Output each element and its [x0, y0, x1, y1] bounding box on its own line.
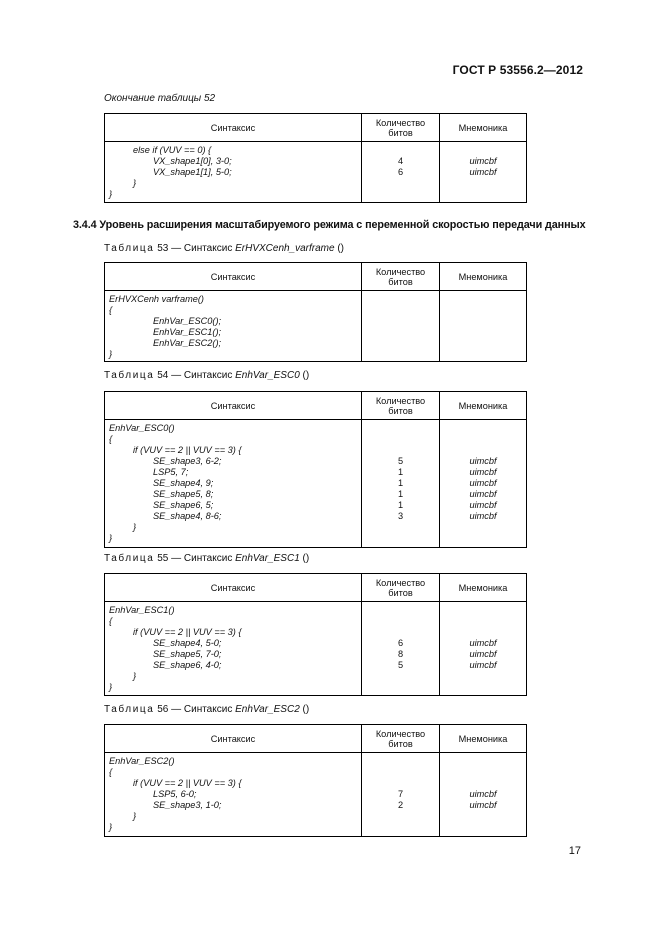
- syntax-line: EnhVar_ESC2(): [109, 756, 175, 766]
- syntax-line: {: [109, 616, 113, 626]
- bits-value: 7: [397, 789, 404, 799]
- mnemonic-value: [440, 423, 526, 434]
- bits-cell: [362, 420, 440, 548]
- mnemonic-value: [440, 671, 526, 682]
- mnemonic-value: uimcbf: [469, 478, 497, 488]
- syntax-line: SE_shape5, 8;: [153, 489, 214, 499]
- bits-value: [362, 756, 439, 767]
- bits-value: [362, 338, 439, 349]
- mnemonic-value: [440, 822, 526, 833]
- mnemonic-cell: [440, 420, 527, 548]
- syntax-line: }: [109, 682, 113, 692]
- mnemonic-value: [440, 305, 526, 316]
- mnemonic-value: uimcbf: [469, 156, 497, 166]
- bits-value: [362, 778, 439, 789]
- mnemonic-value: uimcbf: [469, 660, 497, 670]
- syntax-line: SE_shape3, 1-0;: [153, 800, 222, 810]
- mnemonic-cell: [440, 291, 527, 362]
- header-mnemonic: Мнемоника: [440, 725, 527, 753]
- table-body-row: [105, 420, 527, 548]
- bits-value: 8: [397, 649, 404, 659]
- syntax-cell: [105, 291, 362, 362]
- bits-cell: [362, 142, 440, 203]
- syntax-line: SE_shape6, 5;: [153, 500, 214, 510]
- table-56: [104, 724, 527, 837]
- syntax-line: }: [133, 811, 137, 821]
- syntax-line: }: [109, 349, 113, 359]
- mnemonic-value: [440, 767, 526, 778]
- mnemonic-cell: [440, 602, 527, 696]
- header-syntax: Синтаксис: [105, 392, 362, 420]
- syntax-line: EnhVar_ESC1(): [109, 605, 175, 615]
- bits-value: [362, 671, 439, 682]
- syntax-line: EnhVar_ESC1();: [153, 327, 222, 337]
- syntax-line: LSP5, 6-0;: [153, 789, 197, 799]
- syntax-line: SE_shape4, 9;: [153, 478, 214, 488]
- bits-value: [362, 533, 439, 544]
- bits-value: [362, 316, 439, 327]
- bits-value: [362, 327, 439, 338]
- header-mnemonic: Мнемоника: [440, 114, 527, 142]
- syntax-line: SE_shape5, 7-0;: [153, 649, 222, 659]
- mnemonic-value: uimcbf: [469, 456, 497, 466]
- header-mnemonic: Мнемоника: [440, 574, 527, 602]
- bits-value: [362, 294, 439, 305]
- mnemonic-value: uimcbf: [469, 789, 497, 799]
- syntax-line: {: [109, 767, 113, 777]
- table-55-caption: Таблица 55 — Синтаксис EnhVar_ESC1 (): [104, 553, 310, 564]
- mnemonic-value: uimcbf: [469, 800, 497, 810]
- bits-value: [362, 627, 439, 638]
- bits-cell: [362, 753, 440, 837]
- syntax-line: SE_shape6, 4-0;: [153, 660, 222, 670]
- bits-value: [362, 605, 439, 616]
- syntax-line: }: [133, 178, 137, 188]
- mnemonic-value: [440, 778, 526, 789]
- mnemonic-value: [440, 327, 526, 338]
- header-syntax: Синтаксис: [105, 725, 362, 753]
- mnemonic-value: uimcbf: [469, 489, 497, 499]
- syntax-line: ErHVXCenh varframe(): [109, 294, 204, 304]
- mnemonic-value: [440, 533, 526, 544]
- mnemonic-value: [440, 349, 526, 360]
- syntax-cell: [105, 420, 362, 548]
- bits-value: [362, 349, 439, 360]
- mnemonic-value: [440, 316, 526, 327]
- syntax-line: }: [109, 822, 113, 832]
- header-bits: Количество битов: [362, 574, 440, 602]
- syntax-line: else if (VUV == 0) {: [133, 145, 212, 155]
- bits-value: 2: [397, 800, 404, 810]
- mnemonic-value: uimcbf: [469, 511, 497, 521]
- standard-number: ГОСТ Р 53556.2—2012: [452, 63, 583, 77]
- syntax-line: SE_shape3, 6-2;: [153, 456, 222, 466]
- mnemonic-value: [440, 682, 526, 693]
- bits-value: 5: [397, 660, 404, 670]
- bits-value: [362, 616, 439, 627]
- mnemonic-value: [440, 522, 526, 533]
- bits-value: [362, 811, 439, 822]
- table-55: [104, 573, 527, 696]
- bits-value: 1: [397, 500, 404, 510]
- header-syntax: Синтаксис: [105, 114, 362, 142]
- table-53: [104, 262, 527, 362]
- mnemonic-value: [440, 294, 526, 305]
- syntax-line: SE_shape4, 8-6;: [153, 511, 222, 521]
- bits-value: 3: [397, 511, 404, 521]
- table-53-caption: Таблица 53 — Синтаксис ErHVXCenh_varframe (): [104, 243, 345, 254]
- table-54: [104, 391, 527, 548]
- table-body-row: [105, 602, 527, 696]
- syntax-line: EnhVar_ESC0(): [109, 423, 175, 433]
- mnemonic-value: [440, 189, 526, 200]
- mnemonic-value: [440, 178, 526, 189]
- mnemonic-value: [440, 616, 526, 627]
- syntax-line: SE_shape4, 5-0;: [153, 638, 222, 648]
- syntax-line: if (VUV == 2 || VUV == 3) {: [133, 445, 242, 455]
- bits-cell: [362, 602, 440, 696]
- mnemonic-value: [440, 811, 526, 822]
- bits-value: [362, 434, 439, 445]
- syntax-line: }: [109, 189, 113, 199]
- continuation-caption: Окончание таблицы 52: [104, 93, 216, 104]
- bits-value: [362, 445, 439, 456]
- bits-value: [362, 822, 439, 833]
- syntax-line: VX_shape1[0], 3-0;: [153, 156, 232, 166]
- table-56-caption: Таблица 56 — Синтаксис EnhVar_ESC2 (): [104, 704, 310, 715]
- syntax-line: VX_shape1[1], 5-0;: [153, 167, 232, 177]
- table-body-row: [105, 291, 527, 362]
- mnemonic-value: [440, 434, 526, 445]
- syntax-line: if (VUV == 2 || VUV == 3) {: [133, 778, 242, 788]
- mnemonic-value: uimcbf: [469, 649, 497, 659]
- bits-value: 5: [397, 456, 404, 466]
- syntax-line: LSP5, 7;: [153, 467, 189, 477]
- bits-cell: [362, 291, 440, 362]
- mnemonic-value: [440, 145, 526, 156]
- mnemonic-value: [440, 605, 526, 616]
- syntax-line: {: [109, 305, 113, 315]
- bits-value: 1: [397, 478, 404, 488]
- syntax-line: if (VUV == 2 || VUV == 3) {: [133, 627, 242, 637]
- mnemonic-value: uimcbf: [469, 167, 497, 177]
- bits-value: 6: [397, 167, 404, 177]
- header-syntax: Синтаксис: [105, 574, 362, 602]
- table-54-caption: Таблица 54 — Синтаксис EnhVar_ESC0 (): [104, 370, 310, 381]
- table-52-end: [104, 113, 527, 203]
- syntax-line: }: [109, 533, 113, 543]
- mnemonic-value: uimcbf: [469, 638, 497, 648]
- table-body-row: [105, 142, 527, 203]
- bits-value: [362, 423, 439, 434]
- bits-value: [362, 305, 439, 316]
- section-title: 3.4.4 Уровень расширения масштабируемого режима с переменной скоростью передачи данных: [73, 219, 586, 231]
- bits-value: [362, 178, 439, 189]
- bits-value: [362, 682, 439, 693]
- syntax-line: EnhVar_ESC2();: [153, 338, 222, 348]
- bits-value: [362, 767, 439, 778]
- mnemonic-value: [440, 338, 526, 349]
- syntax-cell: [105, 602, 362, 696]
- mnemonic-cell: [440, 753, 527, 837]
- bits-value: 1: [397, 489, 404, 499]
- header-mnemonic: Мнемоника: [440, 263, 527, 291]
- mnemonic-value: [440, 627, 526, 638]
- bits-value: 4: [397, 156, 404, 166]
- bits-value: [362, 189, 439, 200]
- header-bits: Количество битов: [362, 725, 440, 753]
- mnemonic-value: [440, 445, 526, 456]
- page-number: 17: [568, 845, 581, 857]
- bits-value: [362, 522, 439, 533]
- bits-value: 6: [397, 638, 404, 648]
- header-mnemonic: Мнемоника: [440, 392, 527, 420]
- syntax-line: {: [109, 434, 113, 444]
- syntax-line: }: [133, 671, 137, 681]
- header-bits: Количество битов: [362, 263, 440, 291]
- header-bits: Количество битов: [362, 392, 440, 420]
- mnemonic-cell: [440, 142, 527, 203]
- mnemonic-value: [440, 756, 526, 767]
- syntax-cell: [105, 142, 362, 203]
- syntax-cell: [105, 753, 362, 837]
- syntax-line: EnhVar_ESC0();: [153, 316, 222, 326]
- mnemonic-value: uimcbf: [469, 500, 497, 510]
- syntax-line: }: [133, 522, 137, 532]
- header-syntax: Синтаксис: [105, 263, 362, 291]
- mnemonic-value: uimcbf: [469, 467, 497, 477]
- bits-value: 1: [397, 467, 404, 477]
- bits-value: [362, 145, 439, 156]
- header-bits: Количество битов: [362, 114, 440, 142]
- table-body-row: [105, 753, 527, 837]
